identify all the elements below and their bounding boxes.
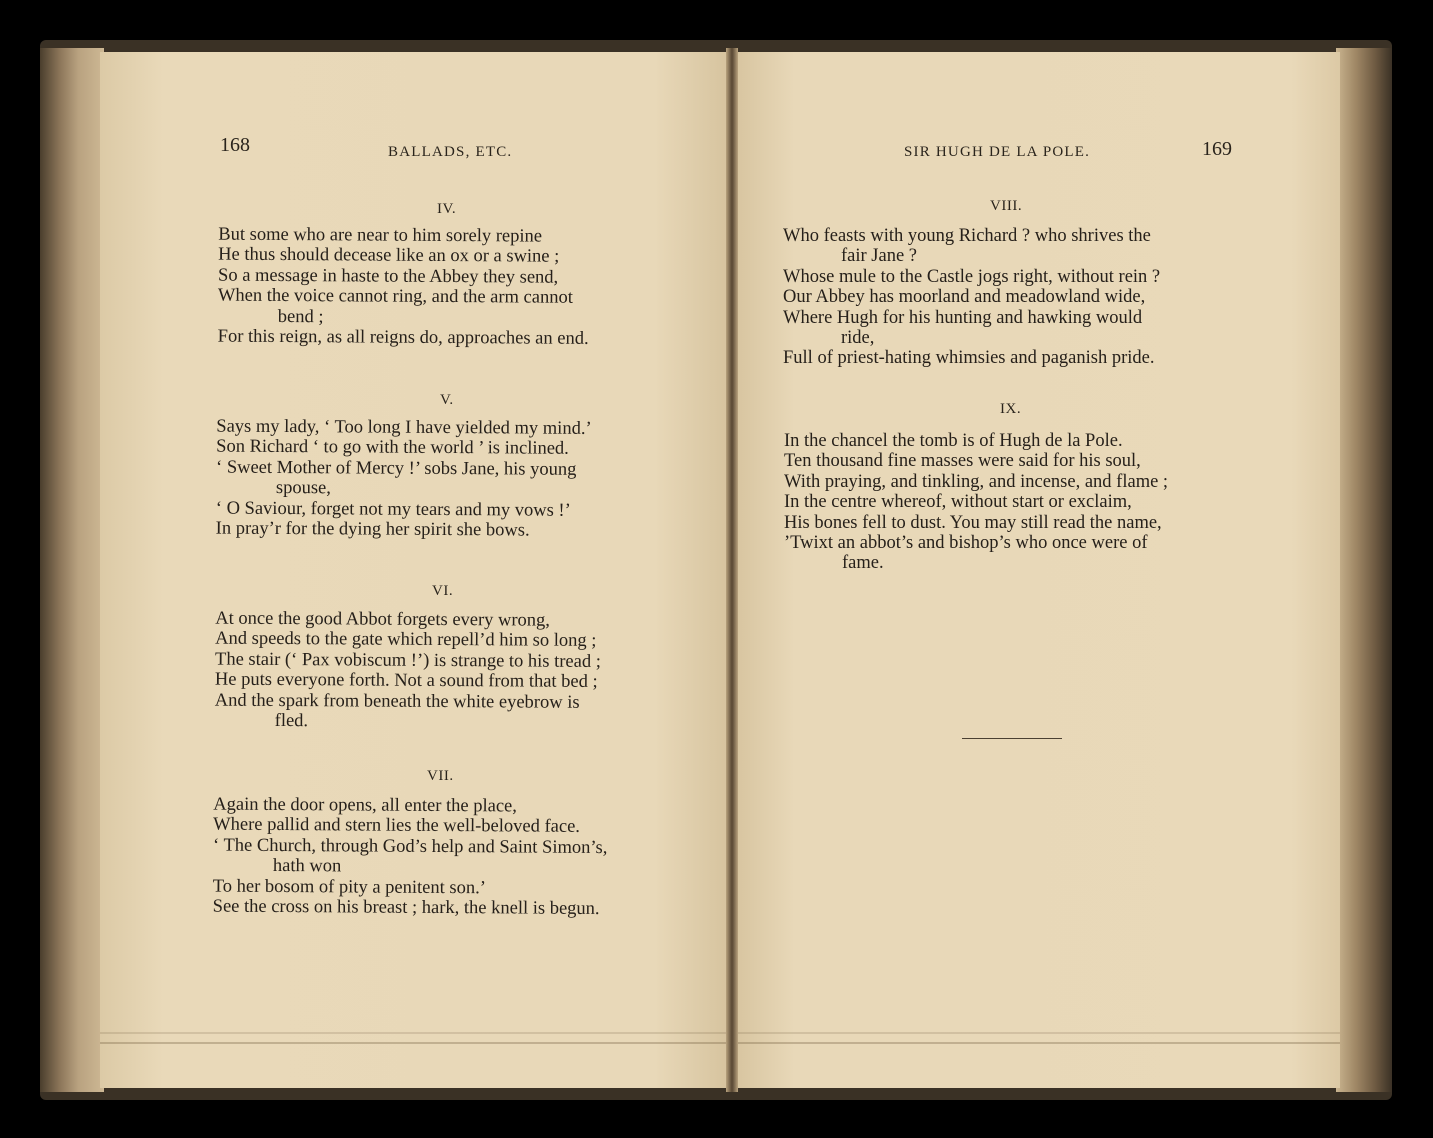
stanza [218, 225, 675, 350]
left-page [100, 52, 730, 1088]
verse-line: He puts everyone forth. Not a sound from that bed ; [214, 669, 598, 693]
verse-line-continuation: bend ; [277, 306, 324, 327]
stanza [215, 609, 672, 734]
verse-line: His bones fell to dust. You may still read the name, [784, 512, 1162, 533]
page-bottom-edge [734, 1042, 1340, 1044]
stanza-number: IV. [437, 201, 457, 217]
verse-line: ’Twixt an abbot’s and bishop’s who once were of [784, 533, 1148, 554]
verse-line: And the spark from beneath the white eyebrow is [214, 690, 580, 713]
verse-line: Son Richard ‘ to go with the world ’ is inclined. [216, 437, 569, 460]
verse-line: At once the good Abbot forgets every wrong, [215, 608, 551, 631]
page-number-right: 169 [1202, 138, 1232, 160]
verse-line: Our Abbey has moorland and meadowland wide, [783, 287, 1146, 308]
verse-line: In the chancel the tomb is of Hugh de la Pole. [784, 431, 1123, 451]
stanza [783, 226, 1235, 369]
verse-line: ‘ Sweet Mother of Mercy !’ sobs Jane, his young [216, 457, 577, 480]
verse-line: ‘ O Saviour, forget not my tears and my vows !’ [215, 498, 571, 521]
verse-line: When the voice cannot ring, and the arm cannot [217, 285, 573, 308]
verse-line: Where pallid and stern lies the well-beloved face. [213, 815, 581, 838]
verse-line: And speeds to the gate which repell’d him so long ; [215, 629, 597, 652]
end-rule [962, 738, 1062, 739]
stanza [784, 431, 1238, 574]
page-bottom-edge [734, 1032, 1340, 1034]
verse-line-continuation: fled. [274, 711, 309, 732]
verse-line: Ten thousand fine masses were said for his soul, [784, 451, 1141, 472]
verse-line: In pray’r for the dying her spirit she bows. [215, 518, 530, 541]
running-head-left: BALLADS, ETC. [388, 144, 513, 160]
stanza [213, 795, 670, 920]
verse-line: Again the door opens, all enter the place, [213, 794, 517, 817]
verse-line: To her bosom of pity a penitent son.’ [212, 876, 486, 898]
verse-line: In the centre whereof, without start or exclaim, [784, 492, 1132, 513]
page-number-left: 168 [220, 134, 250, 156]
verse-line: Says my lady, ‘ Too long I have yielded my mind.’ [216, 416, 592, 439]
verse-line: But some who are near to him sorely repine [218, 224, 543, 247]
right-page-edges [1336, 48, 1392, 1092]
verse-line-continuation: spouse, [275, 478, 332, 499]
verse-line: Where Hugh for his hunting and hawking would [783, 307, 1143, 328]
verse-line: So a message in haste to the Abbey they send, [218, 265, 559, 288]
stanza-number: VIII. [990, 198, 1023, 214]
stanza-number: VII. [427, 768, 454, 784]
verse-line: See the cross on his breast ; hark, the knell is begun. [212, 896, 600, 920]
verse-line-continuation: fame. [842, 553, 884, 574]
page-bottom-edge [100, 1032, 730, 1034]
verse-line: Full of priest-hating whimsies and paganish pride. [783, 348, 1155, 369]
verse-line: For this reign, as all reigns do, approaches an end. [217, 326, 589, 349]
page-bottom-edge [100, 1042, 730, 1044]
verse-line: He thus should decease like an ox or a swine ; [218, 245, 560, 268]
stanza-number: V. [440, 392, 454, 408]
stanza-number: VI. [432, 583, 454, 599]
running-head-right: SIR HUGH DE LA POLE. [904, 144, 1091, 160]
verse-line: Whose mule to the Castle jogs right, without rein ? [783, 266, 1161, 287]
verse-line: The stair (‘ Pax vobiscum !’) is strange to his tread ; [215, 649, 601, 672]
stanza [216, 417, 675, 542]
verse-line-continuation: fair Jane ? [841, 246, 918, 267]
book-gutter [726, 48, 738, 1092]
verse-line: With praying, and tinkling, and incense, and flame ; [784, 471, 1169, 492]
verse-line: Who feasts with young Richard ? who shrives the [783, 226, 1151, 246]
verse-line-continuation: ride, [841, 328, 875, 349]
verse-line-continuation: hath won [272, 856, 342, 877]
verse-line: ‘ The Church, through God’s help and Saint Simon’s, [213, 835, 608, 858]
stanza-number: IX. [1000, 401, 1022, 417]
left-page-edges [40, 48, 104, 1092]
